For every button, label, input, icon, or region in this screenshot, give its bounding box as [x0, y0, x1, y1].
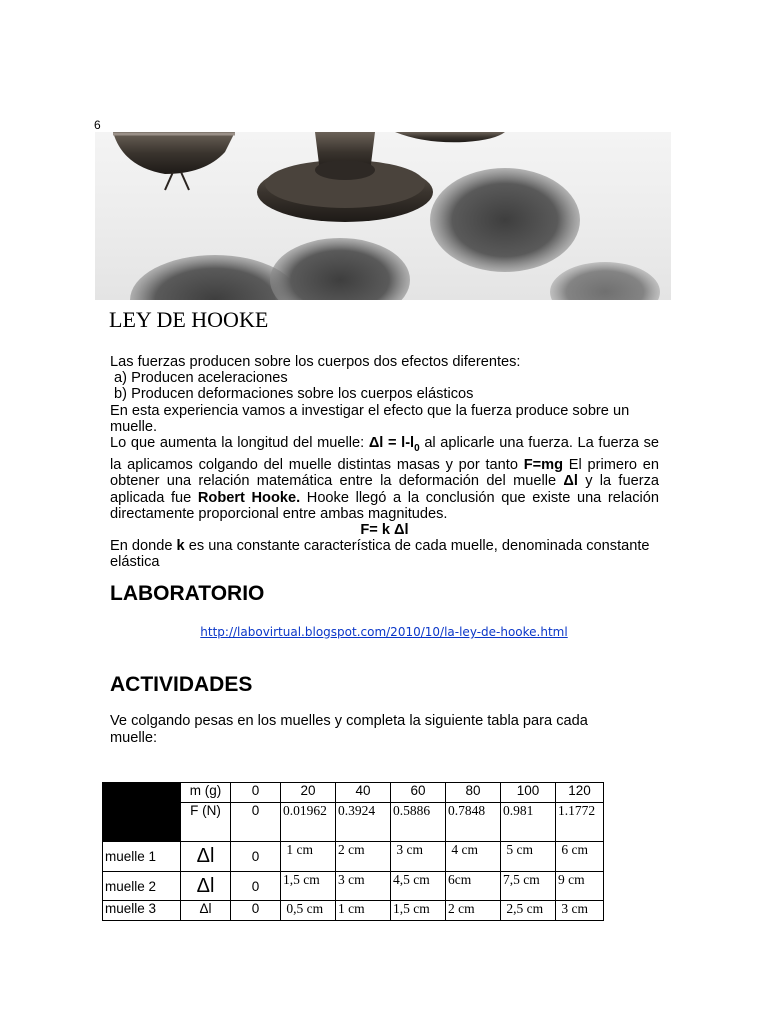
force-value: 0.3924 — [336, 803, 391, 842]
delta-value: 3 cm — [556, 901, 604, 921]
intro-paragraph-1: En esta experiencia vamos a investigar el efecto que la fuerza produce sobre un muelle. — [110, 402, 630, 435]
force-value: 0.5886 — [391, 803, 446, 842]
mass-value: 20 — [281, 783, 336, 803]
lab-link[interactable]: http://labovirtual.blogspot.com/2010/10/la-ley-de-hooke.html — [200, 625, 568, 639]
force-value: 1.1772 — [556, 803, 604, 842]
mass-value: 0 — [231, 783, 281, 803]
force-value: 0.981 — [501, 803, 556, 842]
activities-text: Ve colgando pesas en los muelles y completa la siguiente tabla para cada muelle: — [110, 713, 588, 746]
intro-text — [110, 354, 659, 571]
table-row-spring-3 — [103, 901, 604, 921]
delta-value: 1 cm — [336, 901, 391, 921]
delta-value: 0 — [231, 872, 281, 901]
delta-value: 9 cm — [556, 872, 604, 901]
deformation-formula: $\Delta l = l-l_0$ — [368, 435, 420, 454]
mass-value: 120 — [556, 783, 604, 803]
force-label: F (N) — [181, 803, 231, 842]
page-number: 6 — [94, 118, 101, 132]
delta-value: 3 cm — [391, 842, 446, 872]
force-value: 0 — [231, 803, 281, 842]
intro-line: Las fuerzas producen sobre los cuerpos dos efectos diferentes: — [110, 354, 521, 370]
table-row-mass — [103, 783, 604, 803]
intro-paragraph-2: Lo que aumenta la longitud del muelle: $\Delta l = l-l_0$ al aplicarle una fuerza. La fuerza se la aplicamos colgando del muelle distintas masas y por tanto F=mg El primero en obtener una relación matemática entre la deformación del muelle Δl y la fuerza aplicada fue Robert Hooke. Hooke llegó a la conclusión que existe una relación directamente proporcional entre ambas magnitudes. — [110, 435, 660, 522]
intro-item-a: a) Producen aceleraciones — [110, 370, 288, 387]
spring-label: muelle 2 — [103, 872, 181, 901]
intro-paragraph-3: En donde k es una constante característica de cada muelle, denominada constante elástica — [110, 538, 650, 571]
table-row-spring-1 — [103, 842, 604, 872]
delta-value: 0,5 cm — [281, 901, 336, 921]
delta-symbol: Δl — [181, 872, 231, 901]
delta-value: 2 cm — [446, 901, 501, 921]
delta-value: 2 cm — [336, 842, 391, 872]
mass-label: m (g) — [181, 783, 231, 803]
table-corner-cell — [103, 783, 181, 842]
hooke-formula: F= k Δl — [360, 521, 409, 538]
activities-heading: ACTIVIDADES — [110, 673, 253, 696]
delta-value: 1,5 cm — [391, 901, 446, 921]
delta-value: 1 cm — [281, 842, 336, 872]
delta-value: 0 — [231, 901, 281, 921]
delta-value: 1,5 cm — [281, 872, 336, 901]
delta-l-term: Δl — [563, 473, 578, 490]
delta-value: 4,5 cm — [391, 872, 446, 901]
force-value: 0.01962 — [281, 803, 336, 842]
delta-value: 4 cm — [446, 842, 501, 872]
table-row-spring-2 — [103, 872, 604, 901]
delta-value: 0 — [231, 842, 281, 872]
author-name: Robert Hooke. — [197, 489, 301, 506]
delta-value: 6cm — [446, 872, 501, 901]
page-title: LEY DE HOOKE — [109, 307, 269, 332]
weight-formula: F=mg — [523, 457, 564, 474]
lab-heading: LABORATORIO — [110, 582, 265, 605]
mass-value: 80 — [446, 783, 501, 803]
delta-value: 7,5 cm — [501, 872, 556, 901]
mass-value: 40 — [336, 783, 391, 803]
data-table — [102, 782, 604, 921]
delta-value: 2,5 cm — [501, 901, 556, 921]
delta-symbol: Δl — [181, 842, 231, 872]
spring-label: muelle 1 — [103, 842, 181, 872]
balance-scale-photo — [95, 132, 671, 300]
mass-value: 100 — [501, 783, 556, 803]
intro-item-b: b) Producen deformaciones sobre los cuerpos elásticos — [110, 386, 474, 403]
spring-label: muelle 3 — [103, 901, 181, 921]
force-value: 0.7848 — [446, 803, 501, 842]
delta-symbol: Δl — [181, 901, 231, 921]
mass-value: 60 — [391, 783, 446, 803]
delta-value: 3 cm — [336, 872, 391, 901]
delta-value: 6 cm — [556, 842, 604, 872]
delta-value: 5 cm — [501, 842, 556, 872]
